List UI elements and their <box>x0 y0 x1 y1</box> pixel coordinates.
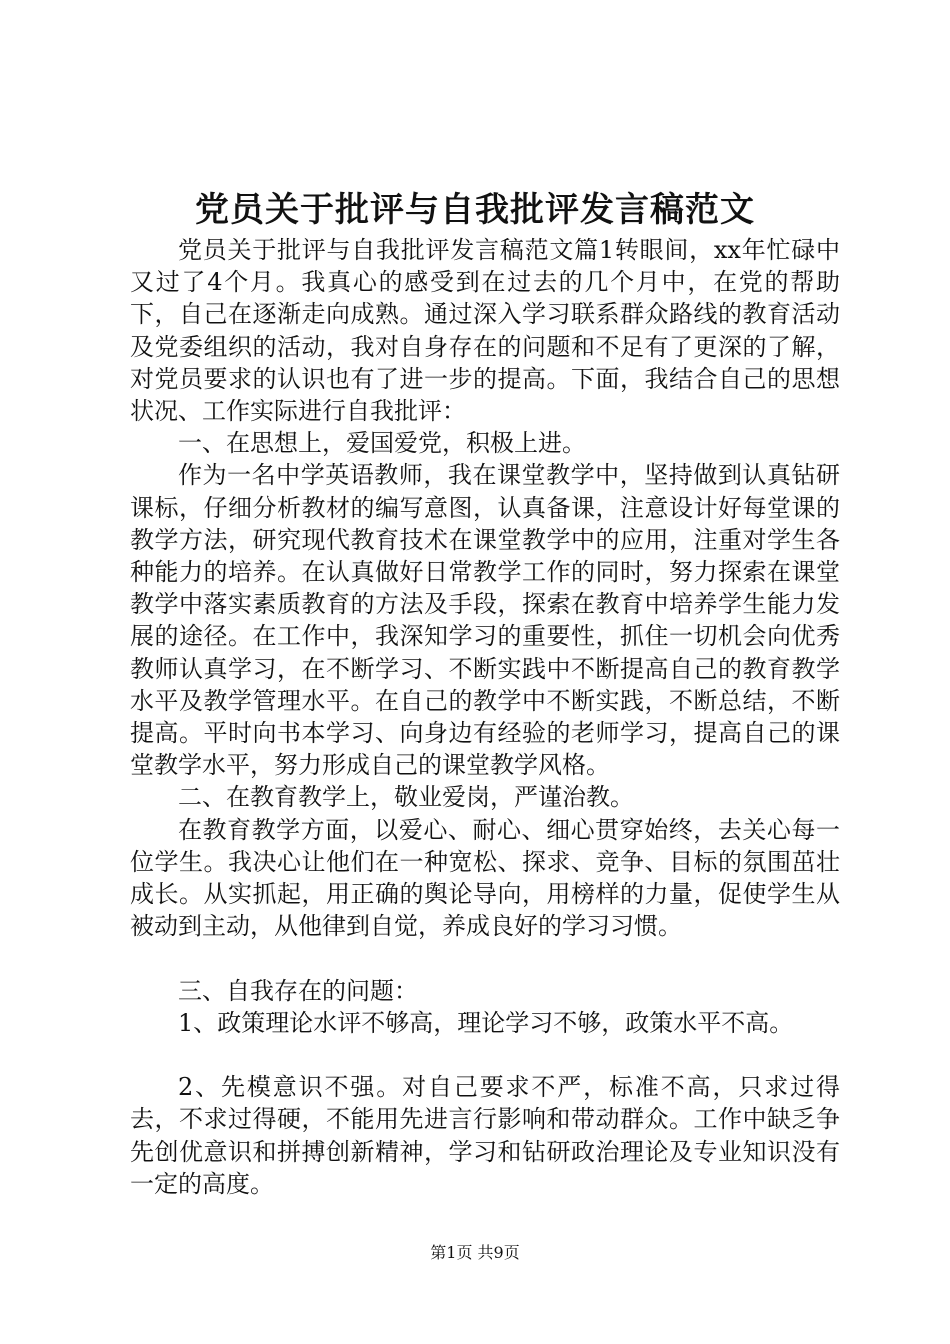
problem-item-2: 2、先模意识不强。对自己要求不严，标准不高，只求过得去，不求过得硬，不能用先进言行影响和带动群众。工作中缺乏争先创优意识和拼搏创新精神，学习和钻研政治理论及专业知识没有一定的高度。 <box>130 1073 840 1198</box>
paragraph-education: 在教育教学方面，以爱心、耐心、细心贯穿始终，去关心每一位学生。我决心让他们在一种宽松、探求、竞争、目标的氛围茁壮成长。从实抓起，用正确的舆论导向，用榜样的力量，促使学生从被动到主动，从他律到自觉，养成良好的学习习惯。 <box>130 815 840 941</box>
section-heading-problems: 三、自我存在的问题： <box>178 976 418 1005</box>
document-body <box>130 234 840 1200</box>
problem-item-1: 1、政策理论水评不够高，理论学习不够，政策水平不高。 <box>178 1008 794 1037</box>
paragraph-intro: 党员关于批评与自我批评发言稿范文篇1转眼间，xx年忙碌中又过了4个月。我真心的感受到在过去的几个月中，在党的帮助下，自己在逐渐走向成熟。通过深入学习联系群众路线的教育活动及党委组织的活动，我对自身存在的问题和不足有了更深的了解，对党员要求的认识也有了进一步的提高。下面，我结合自己的思想状况、工作实际进行自我批评： <box>130 236 840 426</box>
page-number-footer: 第1页 共9页 <box>430 1243 520 1262</box>
section-heading-education: 二、在教育教学上，敬业爱岗，严谨治教。 <box>178 783 634 812</box>
section-heading-thought: 一、在思想上，爱国爱党，积极上进。 <box>178 429 586 458</box>
paragraph-teaching-practice: 作为一名中学英语教师，我在课堂教学中，坚持做到认真钻研课标，仔细分析教材的编写意图，认真备课，注意设计好每堂课的教学方法，研究现代教育技术在课堂教学中的应用，注重对学生各种能力的培养。在认真做好日常教学工作的同时，努力探索在课堂教学中落实素质教育的方法及手段，探索在教育中培养学生能力发展的途径。在工作中，我深知学习的重要性，抓住一切机会向优秀教师认真学习，在不断学习、不断实践中不断提高自己的教育教学水平及教学管理水平。在自己的教学中不断实践，不断总结，不断提高。平时向书本学习、向身边有经验的老师学习，提高自己的课堂教学水平，努力形成自己的课堂教学风格。 <box>130 461 840 780</box>
document-title: 党员关于批评与自我批评发言稿范文 <box>195 190 755 230</box>
